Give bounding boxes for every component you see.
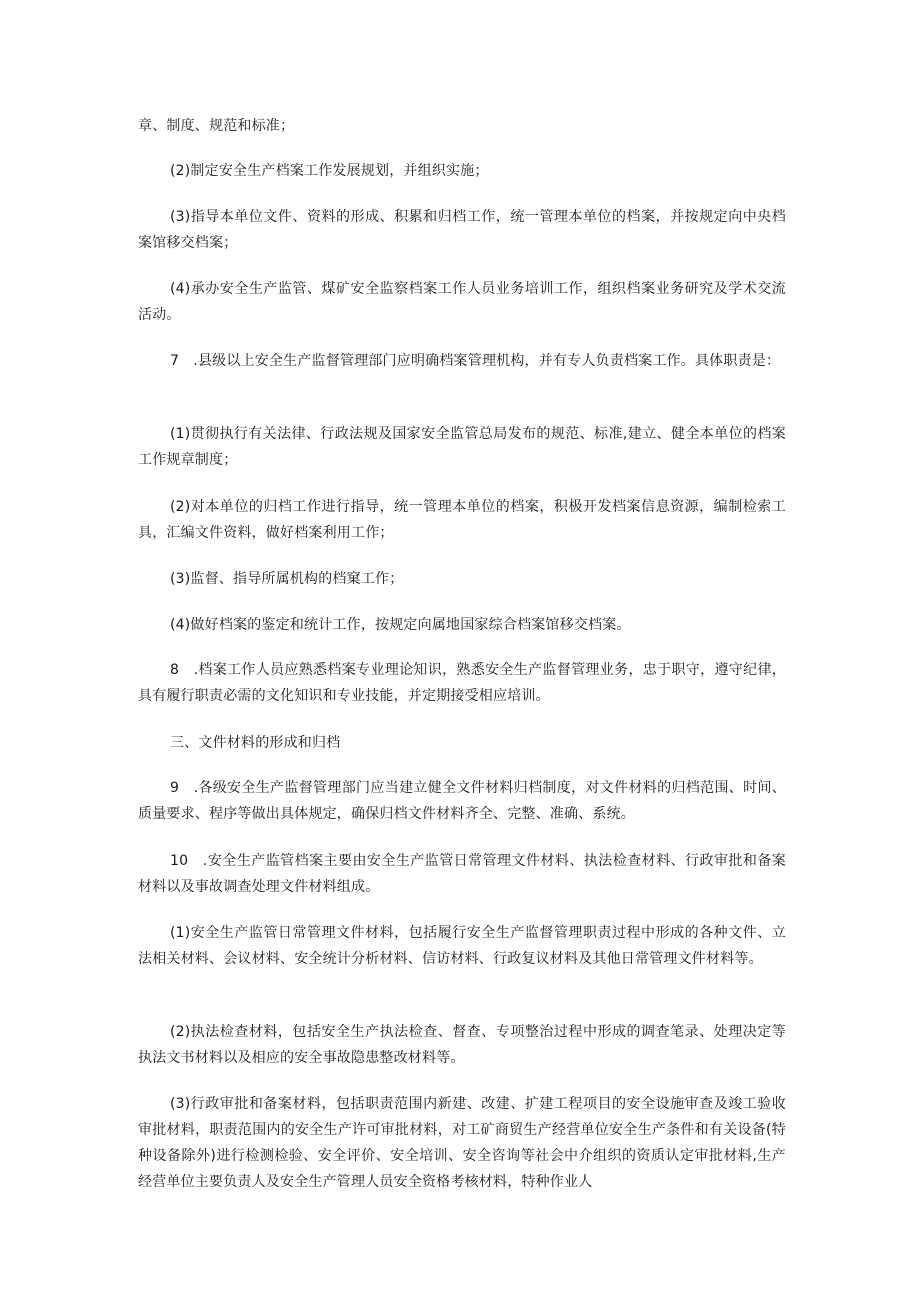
paragraph-10: 8 .档案工作人员应熟悉档案专业理论知识，熟悉安全生产监督管理业务，忠于职守，遵守纪律，具有履行职责必需的文化知识和专业技能，并定期接受相应培训。 [138,662,786,704]
paragraph-1: 章、制度、规范和标准； [138,118,295,134]
paragraph-11: 9 .各级安全生产监督管理部门应当建立健全文件材料归档制度，对文件材料的归档范围、时间、质量要求、程序等做出具体规定，确保归档文件材料齐全、完整、准确、系统。 [138,780,786,822]
paragraph-9: (4)做好档案的鉴定和统计工作，按规定向属地国家综合档案馆移交档案。 [170,617,631,633]
paragraph-6: (1)贯彻执行有关法律、行政法规及国家安全监管总局发布的规范、标准,建立、健全本单位的档案工作规章制度； [138,426,786,468]
paragraph-2: (2)制定安全生产档案工作发展规划，并组织实施； [170,163,489,179]
paragraph-15: (3)行政审批和备案材料，包括职责范围内新建、改建、扩建工程项目的安全设施审查及竣工验收审批材料，职责范围内的安全生产许可审批材料，对工矿商贸生产经营单位安全生产条件和有关设备(特种设备除外)进行检测检验、安全评价、安全培训、安全咨询等社会中介组织的资质认定审批材料,生产经营单位主要负责人及安全生产管理人员安全资格考核材料，特种作业人 [138,1096,786,1190]
paragraph-8: (3)监督、指导所属机构的档窠工作； [170,571,404,587]
paragraph-12: 10 .安全生产监管档案主要由安全生产监管日常管理文件材料、执法检查材料、行政审批和备案材料以及事故调查处理文件材料组成。 [138,853,786,895]
paragraph-14: (2)执法检查材料，包括安全生产执法检查、督查、专项整治过程中形成的调查笔录、处理决定等执法文书材料以及相应的安全事故隐患整改材料等。 [138,1024,786,1066]
section-heading: 三、文件材料的形成和归档 [170,735,341,751]
paragraph-3: (3)指导本单位文件、资料的形成、积累和归档工作，统一管理本单位的档案，并按规定向中央档案馆移交档案； [138,209,786,251]
paragraph-4: (4)承办安全生产监管、煤矿安全监察档案工作人员业务培训工作，组织档案业务研究及学术交流活动。 [138,281,786,323]
paragraph-5: 7 .县级以上安全生产监督管理部门应明确档案管理机构，并有专人负责档案工作。具体职责是： [170,353,781,369]
paragraph-13: (1)安全生产监管日常管理文件材料，包括履行安全生产监督管理职责过程中形成的各种文件、立法相关材料、会议材料、安全统计分析材料、信访材料、行政复议材料及其他日常管理文件材料等。 [138,925,786,967]
paragraph-7: (2)对本单位的归档工作进行指导，统一管理本单位的档案，积极开发档案信息资源，编制检索工具，汇编文件资料，做好档案利用工作； [138,499,786,541]
